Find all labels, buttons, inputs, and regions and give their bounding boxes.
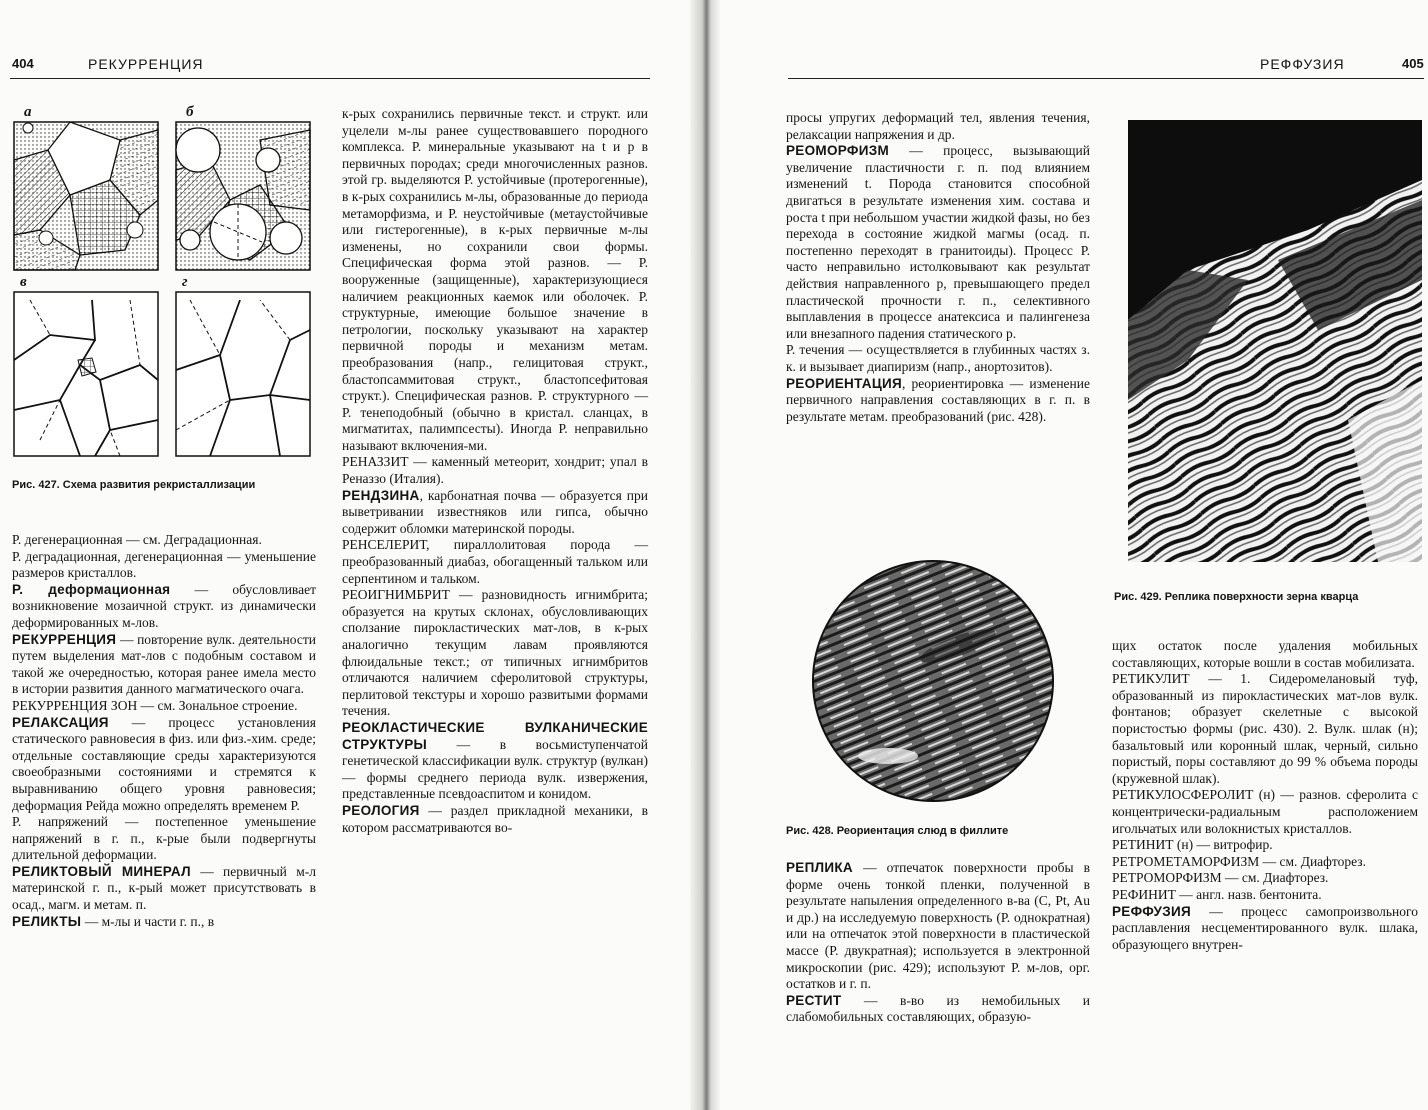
entry-text: РЕТРОМОРФИЗМ — см. Диафторез. bbox=[1112, 870, 1329, 886]
entry-text: РЕТРОМЕТАМОРФИЗМ — см. Диафторез. bbox=[1112, 853, 1367, 869]
dictionary-entry bbox=[1112, 671, 1418, 787]
entry-headword: РЕОРИЕНТАЦИЯ bbox=[786, 375, 902, 391]
panel-label-g: г bbox=[182, 274, 188, 290]
dictionary-entry bbox=[786, 143, 1090, 342]
entry-text: , карбонатная почва — образуется при выветривании известняков или гипса, обычно содержит обломки материнской породы. bbox=[342, 487, 648, 536]
entry-text: РЕТИНИТ (н) — витрофир. bbox=[1112, 837, 1273, 853]
panel-a bbox=[14, 122, 158, 270]
entry-text: РЕФИНИТ — англ. назв. бентонита. bbox=[1112, 886, 1322, 902]
dictionary-entry bbox=[342, 454, 648, 487]
dictionary-entry bbox=[342, 720, 648, 803]
entry-headword: РЕКУРРЕНЦИЯ bbox=[12, 631, 117, 647]
entry-text: Р. течения — осуществляется в глубинных частях з. к. и вызывает диапиризм (напр., анортозитов). bbox=[786, 342, 1090, 374]
entry-text: — процесс, вызывающий увеличение пластичности г. п. под влиянием изменений t. Порода становится способной двигаться в результате изменения хим. состава и роста t при небольшом участии жидкой фазы, но без перехода в состояние жидкой магмы (осад. п. постепенно переходят в гранитоиды). Процесс Р. часто неправильно истолковывают как результат действия направленного p, превышающего предел пластической прочности г. п., селективного выплавления в процессе анатексиса и палингенеза или внезапного падения статического p. bbox=[786, 143, 1090, 341]
entry-text: щих остаток после удаления мобильных составляющих, которые вошли в состав мобилизата. bbox=[1112, 638, 1418, 670]
entry-text: — отпечаток поверхности пробы в форме очень тонкой пленки, полученной в результате напыления определенного в-ва (C, Pt, Au и др.) на исследуемую поверхность (Р. однократная) или на отпечаток этой поверхности в пластической массе (Р. двукратная); используется в электронной микроскопии (рис. 429); используют Р. м-лов, орг. остатков и г. п. bbox=[786, 860, 1090, 992]
dictionary-entry bbox=[1112, 904, 1418, 954]
panel-g bbox=[176, 292, 310, 456]
dictionary-entry bbox=[12, 814, 316, 864]
entry-text: , реориентировка — изменение первичного направления составляющих в г. п. в результате метам. преобразований (рис. 428). bbox=[786, 375, 1090, 424]
entry-headword: РЕЛИКТЫ bbox=[12, 913, 82, 929]
right-page bbox=[720, 0, 1428, 1110]
dictionary-entry bbox=[786, 860, 1090, 993]
entry-text: — первичный м-л материнской г. п., к-рый может присутствовать в осад., магм. и метам. п. bbox=[12, 863, 316, 913]
dictionary-entry bbox=[12, 632, 316, 698]
dictionary-entry bbox=[12, 532, 316, 549]
dictionary-entry bbox=[12, 549, 316, 582]
entry-text: — в-во из немобильных и слабомобильных составляющих, образую- bbox=[786, 992, 1090, 1025]
right-column-1-continued bbox=[786, 860, 1090, 1026]
right-column-1 bbox=[786, 110, 1090, 425]
entry-text: — раздел прикладной механики, в котором рассматриваются во- bbox=[342, 802, 648, 835]
left-column-1 bbox=[12, 532, 316, 930]
entry-headword: РЕОМОРФИЗМ bbox=[786, 143, 890, 159]
panel-b bbox=[176, 122, 310, 270]
figure-429-photo bbox=[1128, 120, 1422, 562]
panel-v bbox=[14, 292, 158, 456]
running-head: РЕФФУЗИЯ bbox=[1260, 56, 1345, 72]
recrystallization-diagram bbox=[0, 0, 330, 470]
running-head: РЕКУРРЕНЦИЯ bbox=[88, 56, 204, 72]
dictionary-entry bbox=[786, 110, 1090, 143]
entry-text: — в восьмиступенчатой генетической классификации вулк. структур (вулкан) — формы среднего периода вулк. извержения, представленные псевдоаспитом и конидом. bbox=[342, 736, 648, 802]
dictionary-entry bbox=[1112, 854, 1418, 871]
entry-text: — м-лы и части г. п., в bbox=[81, 913, 215, 929]
right-column-2 bbox=[1112, 638, 1418, 953]
dictionary-entry bbox=[342, 106, 648, 454]
entry-headword: РЕОЛОГИЯ bbox=[342, 802, 420, 818]
entry-text: Р. напряжений — постепенное уменьшение напряжений в г. п., к-рые были подвергнуты длительной деформации. bbox=[12, 814, 316, 863]
dictionary-entry bbox=[12, 715, 316, 815]
entry-text: РЕНАЗЗИТ — каменный метеорит, хондрит; упал в Реназзо (Италия). bbox=[342, 454, 648, 487]
entry-text: — повторение вулк. деятельности путем выделения мат-лов с подобным составом и такой же очередностью, которая ранее имела место в истории развития данного магматического очага. bbox=[12, 631, 316, 697]
dictionary-entry bbox=[342, 587, 648, 720]
figure-427-caption: Рис. 427. Схема развития рекристаллизации bbox=[12, 479, 256, 491]
figure-428-micrograph bbox=[808, 556, 1058, 806]
entry-text: — обусловливает возникновение мозаичной структ. из динамически деформированных м-лов. bbox=[12, 581, 316, 630]
dictionary-entry bbox=[1112, 870, 1418, 887]
entry-text: РЕТИКУЛОСФЕРОЛИТ (н) — разнов. сферолита с концентрически-радиальным расположением игольчатых или волокнистых кристаллов. bbox=[1112, 787, 1418, 836]
figure-429-caption: Рис. 429. Реплика поверхности зерна кварца bbox=[1114, 591, 1359, 603]
dictionary-entry bbox=[342, 537, 648, 587]
entry-text: Р. дегенерационная — см. Деградационная. bbox=[12, 532, 262, 547]
panel-label-v: в bbox=[20, 274, 27, 290]
book-spine bbox=[690, 0, 720, 1110]
figure-428-caption: Рис. 428. Реориентация слюд в филлите bbox=[786, 825, 1009, 837]
entry-text: — процесс самопроизвольного расплавления несцементированного вулк. шлака, образующего внутрен- bbox=[1112, 903, 1418, 952]
page-number: 404 bbox=[12, 56, 34, 71]
dictionary-entry bbox=[786, 342, 1090, 375]
entry-text: РЕОИГНИМБРИТ — разновидность игнимбрита; образуется на крутых склонах, обусловливающих сползание пирокластических мат-лов, в к-рых аналогично текущим лавам проявляются флюидальные текст.; от типичных игнимбритов отличаются наличием сферолитовой структуры, перлитовой текстуры и хорошо развитыми формами течения. bbox=[342, 587, 648, 719]
dictionary-entry bbox=[12, 914, 316, 931]
dictionary-entry bbox=[1112, 638, 1418, 671]
entry-text: РЕНСЕЛЕРИТ, пираллолитовая порода — преобразованный диабаз, обогащенный тальком или серпентином и тальком. bbox=[342, 537, 648, 586]
dictionary-entry bbox=[342, 488, 648, 538]
dictionary-entry bbox=[1112, 837, 1418, 854]
panel-label-b: б bbox=[186, 104, 194, 120]
entry-headword: РЕОКЛАСТИЧЕСКИЕ ВУЛКАНИЧЕСКИЕ СТРУКТУРЫ bbox=[342, 719, 648, 752]
page-number: 405 bbox=[1402, 56, 1424, 71]
left-column-2 bbox=[342, 106, 648, 836]
left-page bbox=[0, 0, 690, 1110]
panel-label-a: а bbox=[24, 104, 32, 120]
entry-headword: РЕФФУЗИЯ bbox=[1112, 903, 1192, 919]
dictionary-entry bbox=[1112, 787, 1418, 837]
entry-headword: РЕНДЗИНА bbox=[342, 487, 420, 503]
dictionary-entry bbox=[12, 864, 316, 914]
dictionary-entry bbox=[786, 993, 1090, 1026]
entry-headword: РЕПЛИКА bbox=[786, 860, 853, 875]
entry-headword: РЕСТИТ bbox=[786, 992, 842, 1008]
entry-headword: РЕЛИКТОВЫЙ МИНЕРАЛ bbox=[12, 863, 191, 879]
entry-text: РЕКУРРЕНЦИЯ ЗОН — см. Зональное строение. bbox=[12, 697, 298, 713]
dictionary-entry bbox=[1112, 887, 1418, 904]
dictionary-entry bbox=[786, 376, 1090, 426]
dictionary-entry bbox=[342, 803, 648, 836]
entry-text: РЕТИКУЛИТ — 1. Сидеромелановый туф, образованный из пирокластических мат-лов вулк. фонтанов; образует скелетные с высокой пористостью формы (рис. 430). 2. Вулк. шлак (н); базальтовый или коронный шлак, черный, сильно пористый, поры составляют до 99 % объема породы (кружевной шлак). bbox=[1112, 671, 1418, 786]
entry-text: к-рых сохранились первичные текст. и структ. или уцелели м-лы ранее существовавшего породного комплекса. Р. минеральные указывают на t и p в первичных породах; среди многочисленных разнов. этой гр. выделяются Р. устойчивые (протерогенные), в к-рых сохранились м-лы, образованные до периода метаморфизма, и Р. неустойчивые (метаустойчивые или гистерогенные), в к-рых первичные м-лы изменены, но сохранили свои формы. Специфическая форма этой разнов. — Р. вооруженные (защищенные), характеризующиеся наличием реакционных каемок или оболочек. Р. структурные, имеющие большое значение в петрологии, поскольку указывают на характер первичной породы и механизм метам. преобразования (напр., гелицитовая структ., бластопсаммитовая структ., бластопсефитовая структ.). Специфическая разнов. Р. структурного — Р. тенеподобный (обычно в кристал. сланцах, в мигматитах, палимпсесты). Иногда Р. неправильно называют включения-ми. bbox=[342, 106, 648, 453]
dictionary-entry bbox=[12, 582, 316, 632]
header-rule bbox=[788, 78, 1424, 79]
entry-headword: Р. деформационная bbox=[12, 581, 171, 597]
entry-text: — процесс установления статического равновесия в физ. или физ.-хим. среде; отдельные составляющие среды характеризуются своеобразными состояниями и стремятся к выравниванию общего уровня равновесия; деформация Рейда можно определять временем Р. bbox=[12, 714, 316, 813]
entry-headword: РЕЛАКСАЦИЯ bbox=[12, 714, 109, 730]
entry-text: Р. деградационная, дегенерационная — уменьшение размеров кристаллов. bbox=[12, 548, 316, 581]
dictionary-entry bbox=[12, 698, 316, 715]
entry-text: просы упругих деформаций тел, явления течения, релаксации напряжения и др. bbox=[786, 110, 1090, 142]
